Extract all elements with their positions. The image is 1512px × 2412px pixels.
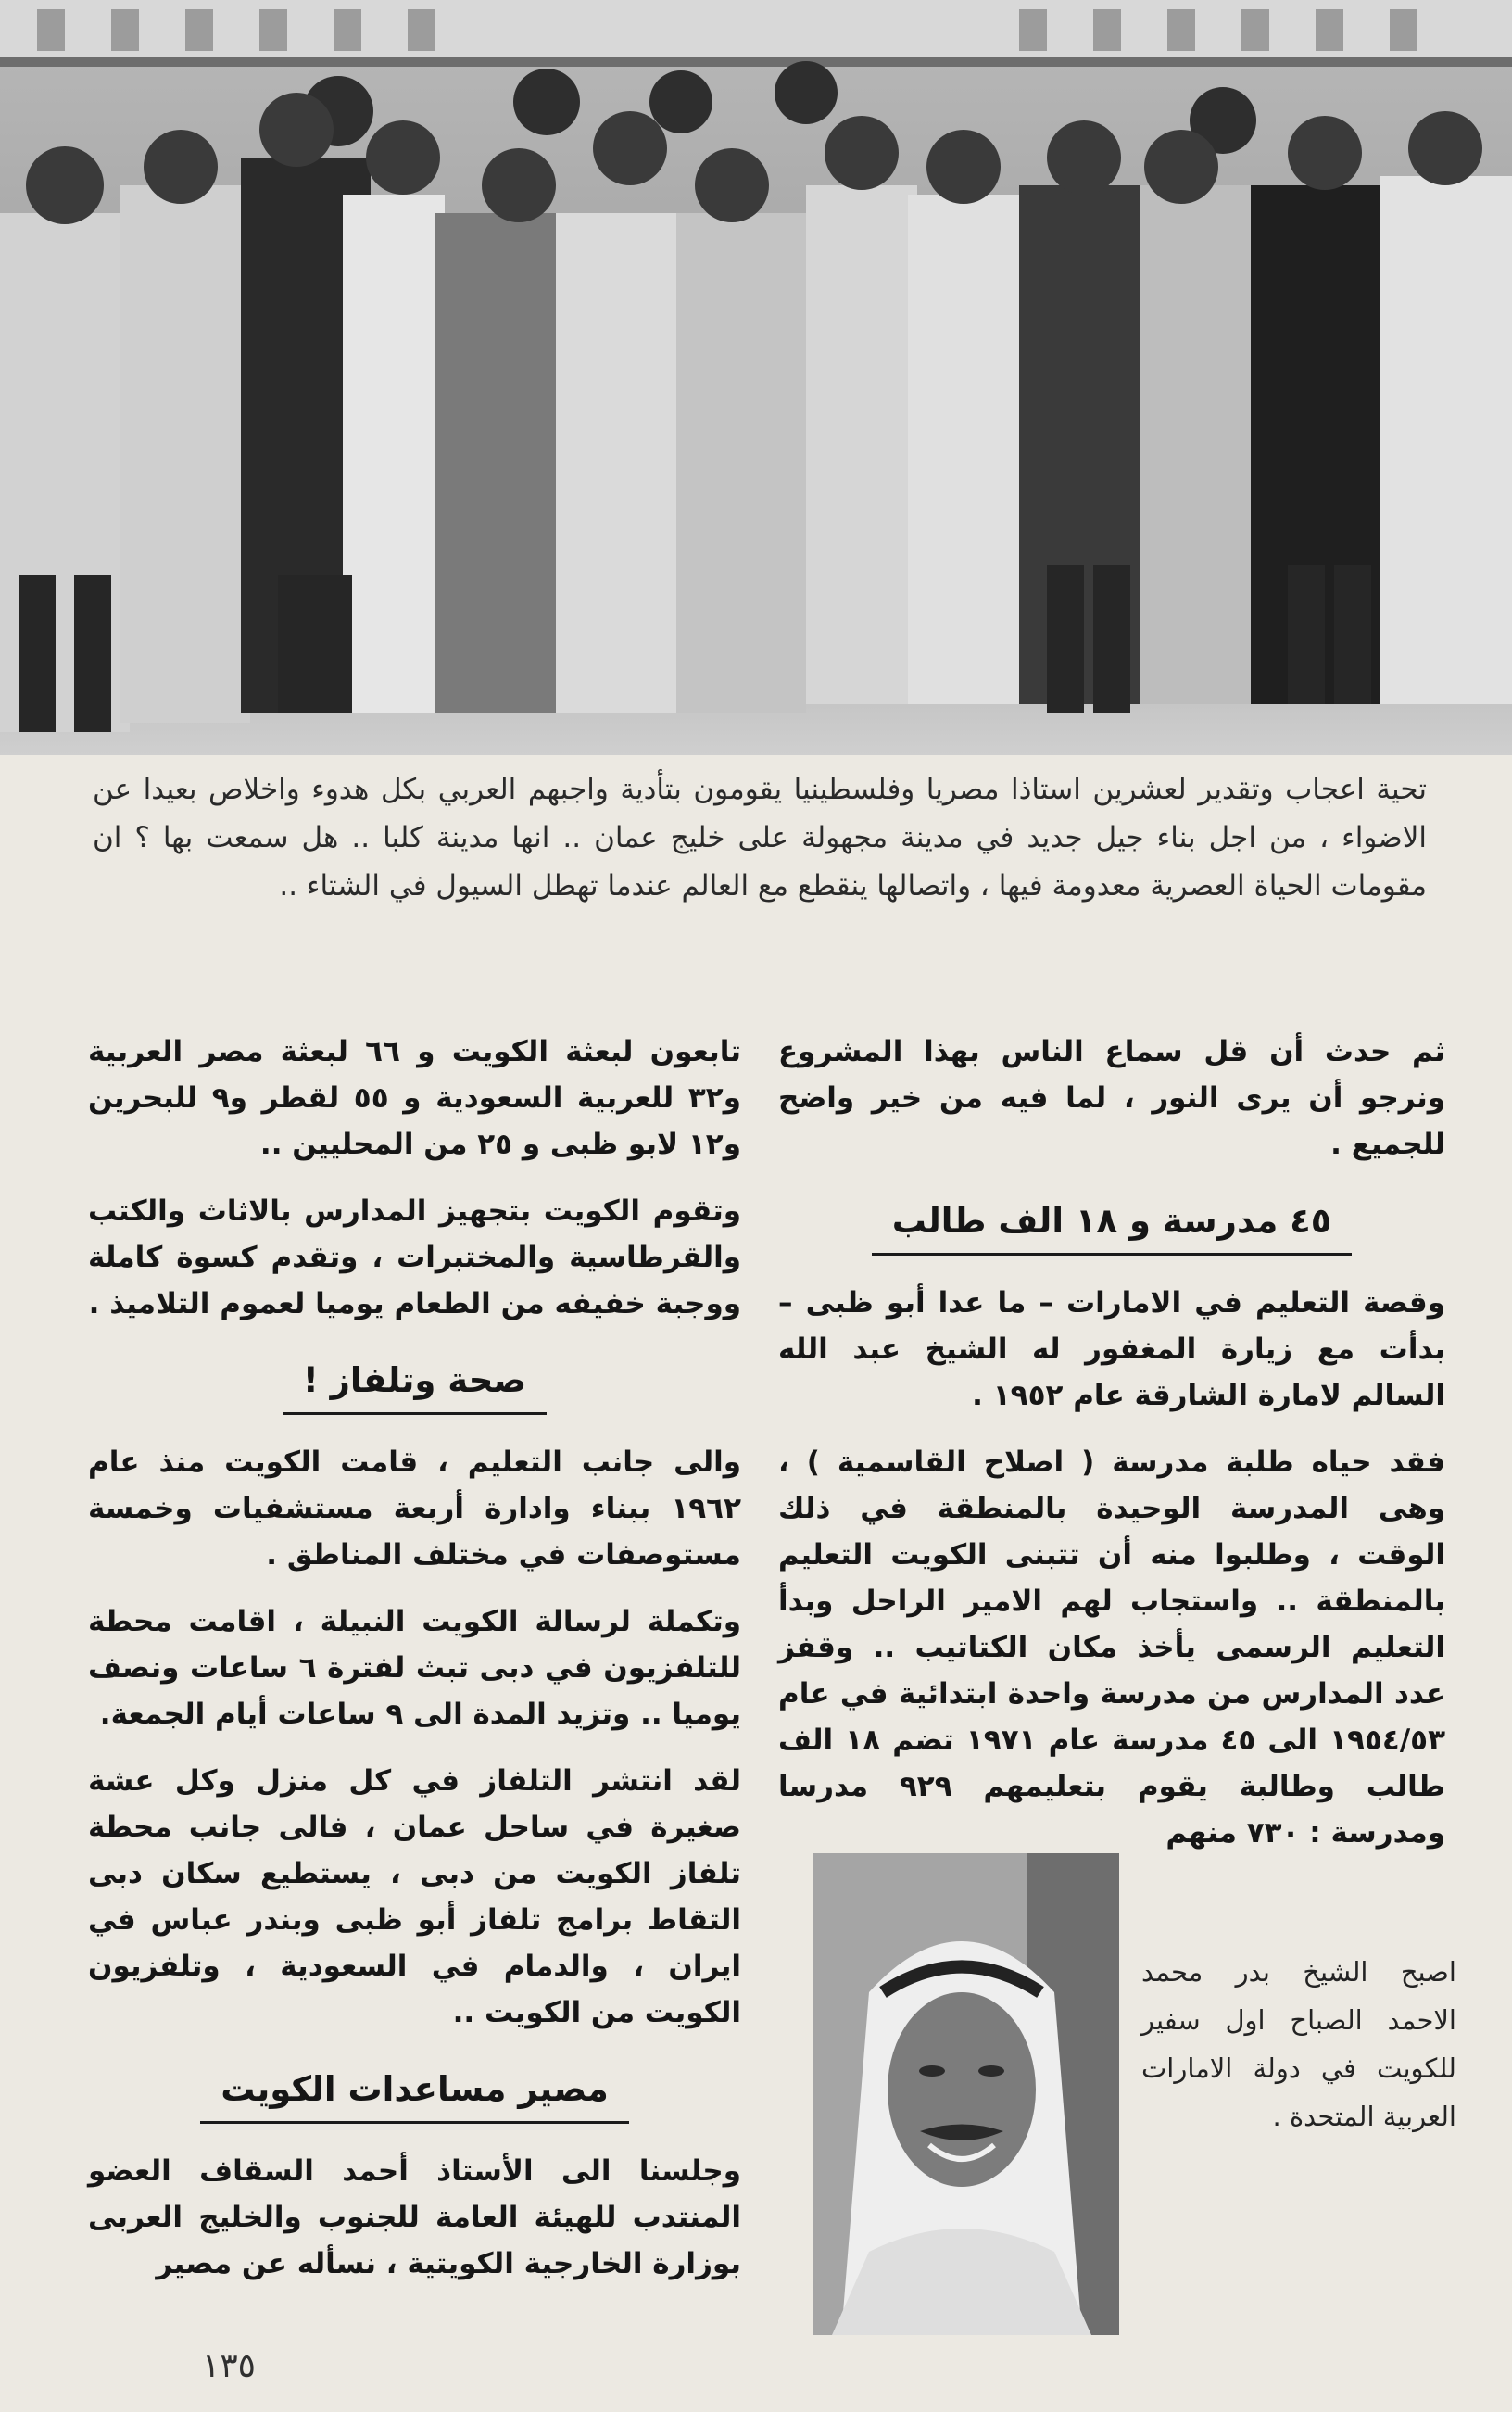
group-photo-illustration — [0, 0, 1512, 755]
left-paragraph-6: وجلسنا الى الأستاذ أحمد السقاف العضو المنتدب للهيئة العامة للجنوب والخليج العربى بوزارة الخارجية الكويتية ، نسأله عن مصير — [88, 2154, 741, 2280]
right-paragraph-2: فقد حياه طلبة مدرسة ( اصلاح القاسمية ) ، وهى المدرسة الوحيدة بالمنطقة في ذلك الوقت ، وطلبوا منه أن تتبنى الكويت التعليم بالمنطقة .. واستجاب لهم الامير الراحل وبدأ التعليم الرسمى يأخذ مكان الكتاتيب .. وقفز عدد المدارس من مدرسة واحدة ابتدائية في عام ١٩٥٤/٥٣ الى ٤٥ مدرسة عام ١٩٧١ تضم ١٨ الف طالب وطالبة يقوم بتعليمهم ٩٢٩ مدرسا ومدرسة : ٧٣٠ منهم — [778, 1446, 1445, 1850]
portrait-photo — [813, 1853, 1119, 2335]
section-heading-health-text: صحة وتلفاز ! — [283, 1355, 547, 1415]
left-column — [88, 1029, 741, 2307]
left-paragraph-2: وتقوم الكويت بتجهيز المدارس بالاثاث والكتب والقرطاسية والمختبرات ، وتقدم كسوة كاملة ووجبة خفيفه من الطعام يوميا لعموم التلاميذ . — [88, 1194, 741, 1320]
section-heading-schools-text: ٤٥ مدرسة و ١٨ الف طالب — [872, 1195, 1353, 1256]
right-intro-paragraph: ثم حدث أن قل سماع الناس بهذا المشروع ونرجو أن يرى النور ، لما فيه من خير واضح للجميع . — [778, 1035, 1445, 1161]
left-paragraph-5: لقد انتشر التلفاز في كل منزل وكل عشة صغيرة في ساحل عمان ، فالى جانب محطة تلفاز الكويت من دبى ، يستطيع سكان دبى التقاط برامج تلفاز أبو ظبى وبندر عباس في ايران ، والدمام في السعودية ، وتلفزيون الكويت من الكويت .. — [88, 1764, 741, 2029]
section-heading-health — [88, 1355, 741, 1415]
section-heading-schools — [778, 1195, 1445, 1256]
section-heading-aid — [88, 2064, 741, 2124]
section-heading-aid-text: مصير مساعدات الكويت — [200, 2064, 629, 2124]
page-number: ١٣٥ — [202, 2347, 257, 2385]
left-paragraph-3: والى جانب التعليم ، قامت الكويت منذ عام ١٩٦٢ ببناء وادارة أربعة مستشفيات وخمسة مستوصفات في مختلف المناطق . — [88, 1446, 741, 1572]
portrait-caption: اصبح الشيخ بدر محمد الاحمد الصباح اول سفير للكويت في دولة الامارات العربية المتحدة . — [1141, 1956, 1456, 2132]
right-column — [778, 1029, 1445, 1876]
left-paragraph-4: وتكملة لرسالة الكويت النبيلة ، اقامت محطة للتلفزيون في دبى تبث لفترة ٦ ساعات ونصف يوميا .. وتزيد المدة الى ٩ ساعات أيام الجمعة. — [88, 1605, 741, 1731]
portrait-illustration — [813, 1853, 1119, 2335]
left-paragraph-1: تابعون لبعثة الكويت و ٦٦ لبعثة مصر العربية و٣٢ للعربية السعودية و ٥٥ لقطر و٩ للبحرين و١٢ لابو ظبى و ٢٥ من المحليين .. — [88, 1035, 741, 1161]
right-paragraph-1: وقصة التعليم في الامارات – ما عدا أبو ظبى – بدأت مع زيارة المغفور له الشيخ عبد الله السالم لامارة الشارقة عام ١٩٥٢ . — [778, 1286, 1445, 1412]
group-photo — [0, 0, 1512, 755]
photo-caption: تحية اعجاب وتقدير لعشرين استاذا مصريا وفلسطينيا يقومون بتأدية واجبهم العربي بكل هدوء واخلاص بعيدا عن الاضواء ، من اجل بناء جيل جديد في مدينة مجهولة على خليج عمان .. انها مدينة كلبا .. هل سمعت بها ؟ ان مقومات الحياة العصرية معدومة فيها ، واتصالها ينقطع مع العالم عندما تهطل السيول في الشتاء .. — [93, 773, 1427, 903]
